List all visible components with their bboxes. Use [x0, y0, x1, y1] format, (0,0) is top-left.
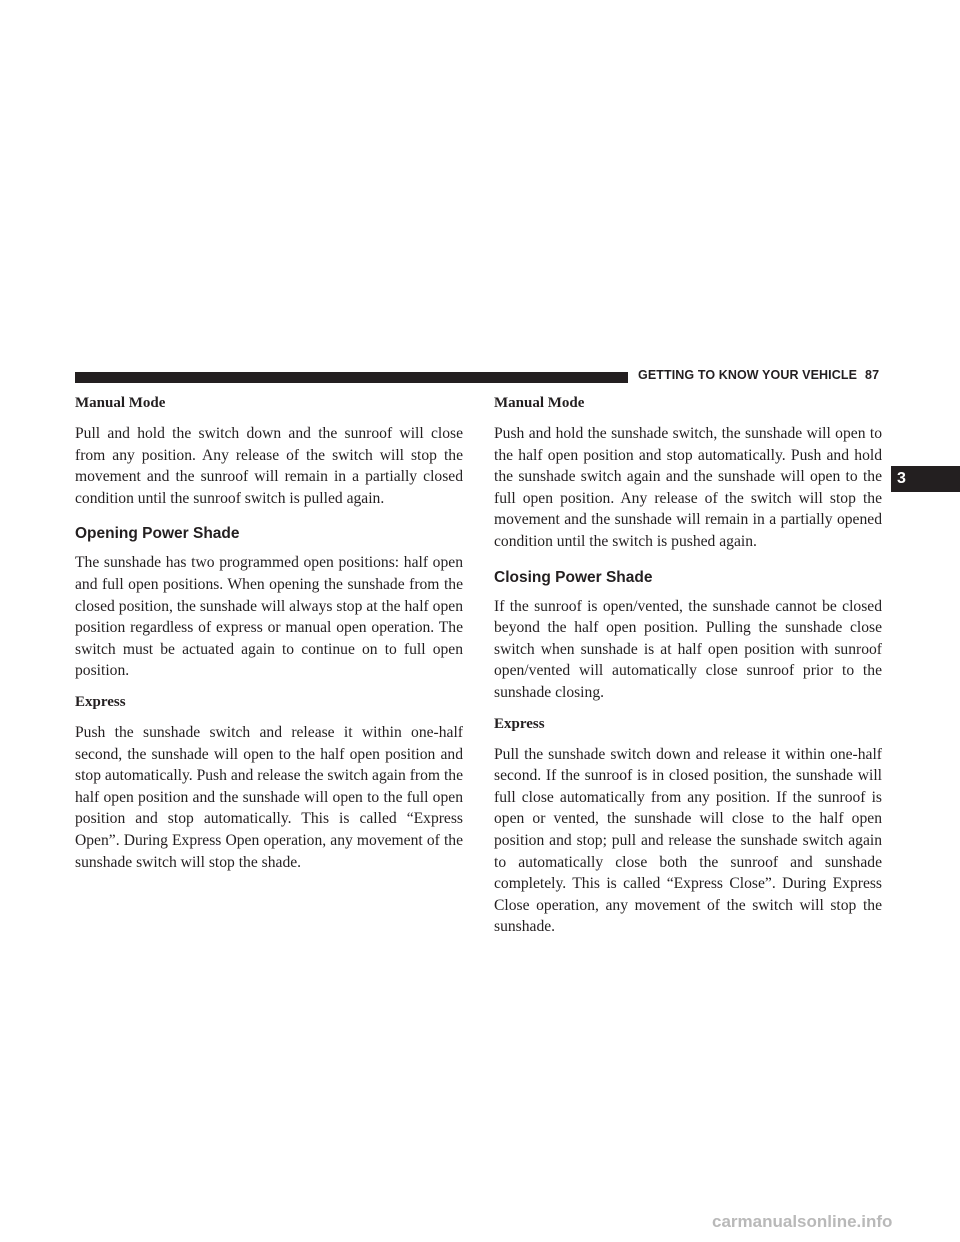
express-heading: Express — [494, 715, 545, 732]
closing-power-shade-heading: Closing Power Shade — [494, 568, 653, 586]
page-number: 87 — [865, 368, 880, 382]
section-title: GETTING TO KNOW YOUR VEHICLE — [638, 368, 858, 382]
express-paragraph: Pull the sunshade switch down and release it within one-half second. If the sunroof is in closed position, the sunshade will full close automatically from any position. If the sunroof is open or vented, the sunshade will close to the half open position and stop; pull and release the sunshade switch again to automatically close both the sunroof and sunshade completely. This is called “Express Close”. During Express Close operation, any movement of the switch will stop the sunshade. — [494, 745, 882, 936]
chapter-tab: 3 — [891, 466, 960, 492]
running-header — [638, 368, 879, 382]
manual-mode-heading: Manual Mode — [494, 395, 585, 411]
opening-power-shade-paragraph: The sunshade has two programmed open positions: half open and full open positions. When opening the sunshade from the closed position, the sunshade will always stop at the half open position regardless of express or manual open operation. The switch must be actuated again to continue on to full open position. — [75, 554, 463, 680]
right-column — [494, 393, 882, 948]
left-column — [75, 393, 463, 883]
opening-power-shade-heading: Opening Power Shade — [75, 525, 240, 543]
closing-power-shade-paragraph: If the sunroof is open/vented, the sunshade cannot be closed beyond the half open position. Pulling the sunshade close switch when sunshade is at half open position with sunroof open/vented will automatically close sunroof prior to the sunshade closing. — [494, 597, 882, 701]
watermark: carmanualsonline.info — [712, 1212, 893, 1231]
express-heading: Express — [75, 693, 126, 710]
manual-mode-heading: Manual Mode — [75, 395, 166, 411]
manual-mode-paragraph: Pull and hold the switch down and the sunroof will close from any position. Any release of the switch will stop the movement and the sunroof will remain in a partially closed condition until the sunroof switch is pulled again. — [75, 425, 463, 507]
express-paragraph: Push the sunshade switch and release it within one-half second, the sunshade will open to the half open position and stop automatically. Push and release the switch again from the half open position and the sunshade will open to the full open position and stop automatically. This is called “Express Open”. During Express Open operation, any movement of the sunshade switch will stop the shade. — [75, 723, 463, 871]
manual-mode-paragraph: Push and hold the sunshade switch, the sunshade will open to the half open position and stop automatically. Push and hold the sunshade switch again and the sunshade will open to the full open position. Any release of the switch will stop the movement and the sunshade will remain in a partially opened condition until the switch is pushed again. — [494, 425, 882, 550]
header-rule — [75, 372, 628, 383]
